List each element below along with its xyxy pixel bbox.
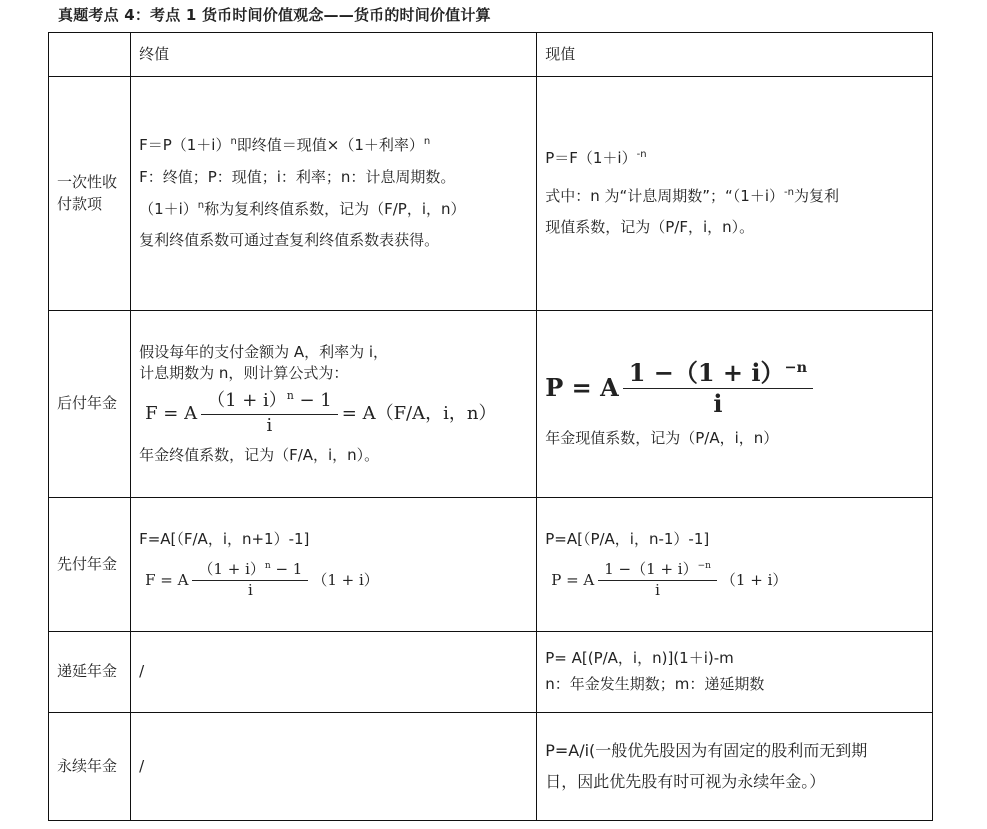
fv-lookup-note: 复利终值系数可通过查复利终值系数表获得。: [139, 231, 440, 250]
exponent: -n: [636, 148, 647, 160]
fraction-denominator: i: [713, 389, 723, 419]
lump-sum-future-value-cell: [131, 77, 537, 311]
exponent: n: [286, 389, 294, 403]
pv-note: 日，因此优先股有时可视为永续年金。）: [545, 771, 826, 791]
header-future-value: 终值: [131, 33, 537, 77]
formula-table: [48, 32, 933, 821]
fraction: [192, 561, 308, 600]
exponent: n: [197, 199, 205, 211]
fv-coefficient: [139, 199, 528, 221]
row-label-line: 一次性收: [57, 172, 118, 191]
header-empty-cell: [49, 33, 131, 77]
pv-description: [545, 186, 924, 208]
formula-lhs: F = A: [145, 402, 198, 424]
exponent: −n: [784, 358, 808, 376]
fraction: [201, 391, 338, 436]
table-row: [49, 77, 933, 311]
fraction-denominator: i: [655, 581, 660, 600]
pv-note: n：年金发生期数；m：递延期数: [545, 675, 765, 693]
formula-part: （1 + i）: [207, 390, 287, 412]
page-title: 真题考点 4：考点 1 货币时间价值观念——货币的时间价值计算: [58, 6, 491, 24]
header-present-value: 现值: [537, 33, 933, 77]
fraction-numerator: [623, 359, 813, 390]
table-row: [49, 632, 933, 713]
formula-lhs: F = A: [145, 570, 189, 589]
perpetuity-present-value-cell: [537, 713, 933, 821]
table-row: [49, 498, 933, 632]
formula-lhs: P = A: [551, 570, 595, 589]
row-label-annuity-due: 先付年金: [49, 498, 131, 632]
fraction-numerator: [192, 561, 308, 581]
table-row: [49, 311, 933, 498]
fraction-numerator: [201, 391, 338, 415]
fv-intro-line: 假设每年的支付金额为 A，利率为 i，: [139, 342, 389, 361]
table-row: [49, 713, 933, 821]
fraction: [623, 359, 813, 418]
formula-part: （1 + i）: [198, 560, 265, 579]
pv-formula: P= A[(P/A，i，n)](1＋i)-m: [545, 649, 734, 668]
table-header-row: [49, 33, 933, 77]
formula-lhs: P = A: [545, 372, 619, 402]
exponent: −n: [697, 561, 711, 572]
formula-part: − 1: [270, 560, 303, 579]
pv-coefficient-note: 现值系数，记为（P/F，i，n）。: [545, 218, 755, 237]
exponent: -n: [784, 186, 794, 198]
row-label-lump-sum: [49, 77, 131, 311]
formula-rhs: = A（F/A，i，n）: [341, 402, 497, 424]
fraction-numerator: [598, 561, 717, 581]
fraction-denominator: i: [266, 414, 273, 436]
row-label-ordinary-annuity: 后付年金: [49, 311, 131, 498]
perpetuity-future-value-cell: /: [131, 713, 537, 821]
annuity-pv-formula: [545, 359, 817, 418]
fraction-denominator: i: [247, 581, 253, 600]
annuity-due-fv-formula: [145, 561, 379, 600]
formula-part: 1 −（1 + i）: [604, 560, 698, 579]
lump-sum-present-value-cell: [537, 77, 933, 311]
ordinary-annuity-future-value-cell: [131, 311, 537, 498]
annuity-due-pv-formula: [551, 561, 787, 600]
row-label-perpetuity: 永续年金: [49, 713, 131, 821]
fv-text-formula: F=A[（F/A，i，n+1）-1]: [139, 530, 310, 549]
formula-rhs: （1 + i）: [720, 570, 788, 589]
fv-variables: F：终值；P：现值；i：利率；n：计息周期数。: [139, 167, 456, 186]
deferred-annuity-present-value-cell: [537, 632, 933, 713]
pv-coefficient-note: 年金现值系数，记为（P/A，i，n）: [545, 428, 779, 447]
formula-part: 即终值＝现值×（1＋利率）: [236, 136, 424, 154]
formula-part: 1 −（1 + i）: [628, 357, 785, 387]
formula-part: P＝F（1＋i）: [545, 148, 637, 167]
formula-part: 式中：n 为“计息周期数”；“（1＋i）: [545, 186, 785, 205]
formula-rhs: （1 + i）: [312, 570, 379, 589]
fv-formula: [139, 135, 528, 157]
exponent: n: [230, 136, 237, 147]
formula-part: − 1: [293, 390, 332, 412]
ordinary-annuity-present-value-cell: [537, 311, 933, 498]
formula-part: 称为复利终值系数，记为（F/P，i，n）: [204, 199, 466, 218]
fraction: [598, 561, 717, 600]
formula-part: 为复利: [793, 186, 839, 205]
pv-formula: [545, 148, 924, 170]
row-label-deferred-annuity: 递延年金: [49, 632, 131, 713]
annuity-due-future-value-cell: [131, 498, 537, 632]
annuity-fv-formula: [145, 391, 496, 436]
formula-part: F＝P（1＋i）: [139, 136, 231, 154]
exponent: n: [423, 136, 431, 147]
formula-part: （1＋i）: [139, 199, 198, 218]
fv-intro-line: 计息期数为 n，则计算公式为：: [139, 364, 349, 383]
exponent: n: [264, 561, 271, 572]
deferred-annuity-future-value-cell: /: [131, 632, 537, 713]
row-label-line: 付款项: [57, 194, 103, 213]
fv-coefficient-note: 年金终值系数，记为（F/A，i，n）。: [139, 445, 380, 464]
pv-formula: P=A/i(一般优先股因为有固定的股利而无到期: [545, 741, 868, 761]
annuity-due-present-value-cell: [537, 498, 933, 632]
pv-text-formula: P=A[（P/A，i，n-1）-1]: [545, 530, 710, 549]
